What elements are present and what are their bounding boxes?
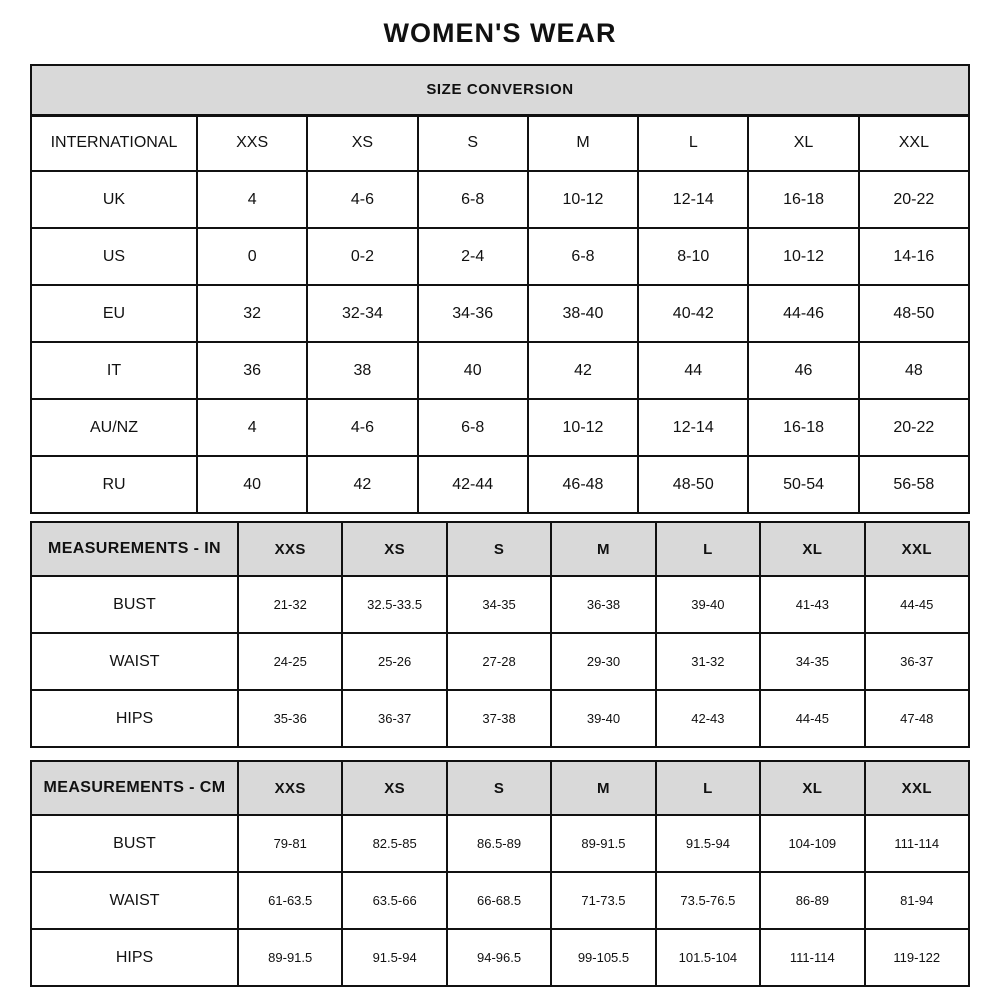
value-cell: 48-50 bbox=[859, 285, 969, 342]
measurements-cm-table bbox=[30, 760, 970, 987]
row-label: WAIST bbox=[31, 872, 238, 929]
value-cell: 34-35 bbox=[447, 576, 551, 633]
value-cell: 111-114 bbox=[865, 815, 969, 872]
size-header-cell: L bbox=[638, 115, 748, 171]
table-row bbox=[31, 633, 969, 690]
value-cell: 16-18 bbox=[748, 171, 858, 228]
size-header-cell: XL bbox=[748, 115, 858, 171]
size-header-cell: M bbox=[528, 115, 638, 171]
table-row bbox=[31, 872, 969, 929]
measurements-in-body bbox=[31, 576, 969, 747]
row-label: BUST bbox=[31, 815, 238, 872]
value-cell: 44-46 bbox=[748, 285, 858, 342]
value-cell: 61-63.5 bbox=[238, 872, 342, 929]
value-cell: 32 bbox=[197, 285, 307, 342]
size-header-cell: M bbox=[551, 761, 655, 815]
value-cell: 24-25 bbox=[238, 633, 342, 690]
value-cell: 6-8 bbox=[528, 228, 638, 285]
value-cell: 20-22 bbox=[859, 399, 969, 456]
table-header-label: MEASUREMENTS - CM bbox=[31, 761, 238, 815]
value-cell: 101.5-104 bbox=[656, 929, 760, 986]
table-header-label: INTERNATIONAL bbox=[31, 115, 197, 171]
value-cell: 44-45 bbox=[760, 690, 864, 747]
value-cell: 31-32 bbox=[656, 633, 760, 690]
value-cell: 36-37 bbox=[342, 690, 446, 747]
table-row bbox=[31, 929, 969, 986]
value-cell: 6-8 bbox=[418, 399, 528, 456]
value-cell: 12-14 bbox=[638, 399, 748, 456]
size-header-cell: XXS bbox=[197, 115, 307, 171]
table-row bbox=[31, 228, 969, 285]
size-header-cell: XXL bbox=[859, 115, 969, 171]
value-cell: 44 bbox=[638, 342, 748, 399]
row-label: HIPS bbox=[31, 690, 238, 747]
value-cell: 25-26 bbox=[342, 633, 446, 690]
value-cell: 34-36 bbox=[418, 285, 528, 342]
value-cell: 44-45 bbox=[865, 576, 969, 633]
value-cell: 40 bbox=[418, 342, 528, 399]
value-cell: 0 bbox=[197, 228, 307, 285]
table-row bbox=[31, 342, 969, 399]
value-cell: 35-36 bbox=[238, 690, 342, 747]
value-cell: 46 bbox=[748, 342, 858, 399]
value-cell: 36-37 bbox=[865, 633, 969, 690]
table-row bbox=[31, 815, 969, 872]
size-header-cell: L bbox=[656, 522, 760, 576]
value-cell: 63.5-66 bbox=[342, 872, 446, 929]
value-cell: 20-22 bbox=[859, 171, 969, 228]
size-conversion-body bbox=[31, 171, 969, 513]
table-row bbox=[31, 285, 969, 342]
size-conversion-caption: SIZE CONVERSION bbox=[31, 65, 969, 115]
value-cell: 119-122 bbox=[865, 929, 969, 986]
value-cell: 41-43 bbox=[760, 576, 864, 633]
value-cell: 21-32 bbox=[238, 576, 342, 633]
value-cell: 81-94 bbox=[865, 872, 969, 929]
value-cell: 48-50 bbox=[638, 456, 748, 513]
value-cell: 86.5-89 bbox=[447, 815, 551, 872]
size-header-cell: XXS bbox=[238, 761, 342, 815]
row-label: RU bbox=[31, 456, 197, 513]
measurements-cm-header-row bbox=[31, 761, 969, 815]
value-cell: 0-2 bbox=[307, 228, 417, 285]
value-cell: 36-38 bbox=[551, 576, 655, 633]
value-cell: 48 bbox=[859, 342, 969, 399]
size-header-cell: XXL bbox=[865, 522, 969, 576]
size-header-cell: XL bbox=[760, 761, 864, 815]
size-header-cell: S bbox=[447, 522, 551, 576]
value-cell: 36 bbox=[197, 342, 307, 399]
size-header-cell: M bbox=[551, 522, 655, 576]
value-cell: 40 bbox=[197, 456, 307, 513]
page-title: WOMEN'S WEAR bbox=[383, 18, 617, 48]
size-header-cell: XXS bbox=[238, 522, 342, 576]
value-cell: 89-91.5 bbox=[551, 815, 655, 872]
row-label: WAIST bbox=[31, 633, 238, 690]
value-cell: 10-12 bbox=[528, 171, 638, 228]
size-conversion-caption-row bbox=[31, 65, 969, 115]
row-label: AU/NZ bbox=[31, 399, 197, 456]
value-cell: 111-114 bbox=[760, 929, 864, 986]
value-cell: 10-12 bbox=[748, 228, 858, 285]
value-cell: 38-40 bbox=[528, 285, 638, 342]
table-row bbox=[31, 576, 969, 633]
row-label: US bbox=[31, 228, 197, 285]
value-cell: 10-12 bbox=[528, 399, 638, 456]
measurements-cm-body bbox=[31, 815, 969, 986]
measurements-in-table bbox=[30, 521, 970, 748]
value-cell: 82.5-85 bbox=[342, 815, 446, 872]
value-cell: 104-109 bbox=[760, 815, 864, 872]
international-header-row bbox=[31, 115, 969, 171]
value-cell: 4 bbox=[197, 171, 307, 228]
value-cell: 4-6 bbox=[307, 399, 417, 456]
value-cell: 39-40 bbox=[656, 576, 760, 633]
size-header-cell: S bbox=[447, 761, 551, 815]
value-cell: 89-91.5 bbox=[238, 929, 342, 986]
value-cell: 50-54 bbox=[748, 456, 858, 513]
value-cell: 42-43 bbox=[656, 690, 760, 747]
value-cell: 79-81 bbox=[238, 815, 342, 872]
value-cell: 46-48 bbox=[528, 456, 638, 513]
size-header-cell: XL bbox=[760, 522, 864, 576]
row-label: IT bbox=[31, 342, 197, 399]
value-cell: 14-16 bbox=[859, 228, 969, 285]
value-cell: 39-40 bbox=[551, 690, 655, 747]
value-cell: 42 bbox=[528, 342, 638, 399]
value-cell: 32-34 bbox=[307, 285, 417, 342]
size-header-cell: L bbox=[656, 761, 760, 815]
value-cell: 4-6 bbox=[307, 171, 417, 228]
value-cell: 34-35 bbox=[760, 633, 864, 690]
value-cell: 12-14 bbox=[638, 171, 748, 228]
value-cell: 94-96.5 bbox=[447, 929, 551, 986]
row-label: BUST bbox=[31, 576, 238, 633]
value-cell: 32.5-33.5 bbox=[342, 576, 446, 633]
value-cell: 40-42 bbox=[638, 285, 748, 342]
value-cell: 4 bbox=[197, 399, 307, 456]
value-cell: 66-68.5 bbox=[447, 872, 551, 929]
value-cell: 38 bbox=[307, 342, 417, 399]
value-cell: 42-44 bbox=[418, 456, 528, 513]
size-header-cell: XXL bbox=[865, 761, 969, 815]
size-header-cell: S bbox=[418, 115, 528, 171]
value-cell: 86-89 bbox=[760, 872, 864, 929]
value-cell: 91.5-94 bbox=[656, 815, 760, 872]
table-row bbox=[31, 399, 969, 456]
row-label: UK bbox=[31, 171, 197, 228]
value-cell: 29-30 bbox=[551, 633, 655, 690]
measurements-in-header-row bbox=[31, 522, 969, 576]
table-header-label: MEASUREMENTS - IN bbox=[31, 522, 238, 576]
size-conversion-table bbox=[30, 64, 970, 514]
table-row bbox=[31, 456, 969, 513]
size-header-cell: XS bbox=[342, 761, 446, 815]
value-cell: 27-28 bbox=[447, 633, 551, 690]
value-cell: 47-48 bbox=[865, 690, 969, 747]
size-header-cell: XS bbox=[342, 522, 446, 576]
row-label: EU bbox=[31, 285, 197, 342]
value-cell: 71-73.5 bbox=[551, 872, 655, 929]
value-cell: 6-8 bbox=[418, 171, 528, 228]
table-row bbox=[31, 171, 969, 228]
value-cell: 56-58 bbox=[859, 456, 969, 513]
value-cell: 73.5-76.5 bbox=[656, 872, 760, 929]
value-cell: 91.5-94 bbox=[342, 929, 446, 986]
value-cell: 42 bbox=[307, 456, 417, 513]
value-cell: 16-18 bbox=[748, 399, 858, 456]
value-cell: 2-4 bbox=[418, 228, 528, 285]
value-cell: 37-38 bbox=[447, 690, 551, 747]
size-header-cell: XS bbox=[307, 115, 417, 171]
value-cell: 8-10 bbox=[638, 228, 748, 285]
row-label: HIPS bbox=[31, 929, 238, 986]
value-cell: 99-105.5 bbox=[551, 929, 655, 986]
table-row bbox=[31, 690, 969, 747]
